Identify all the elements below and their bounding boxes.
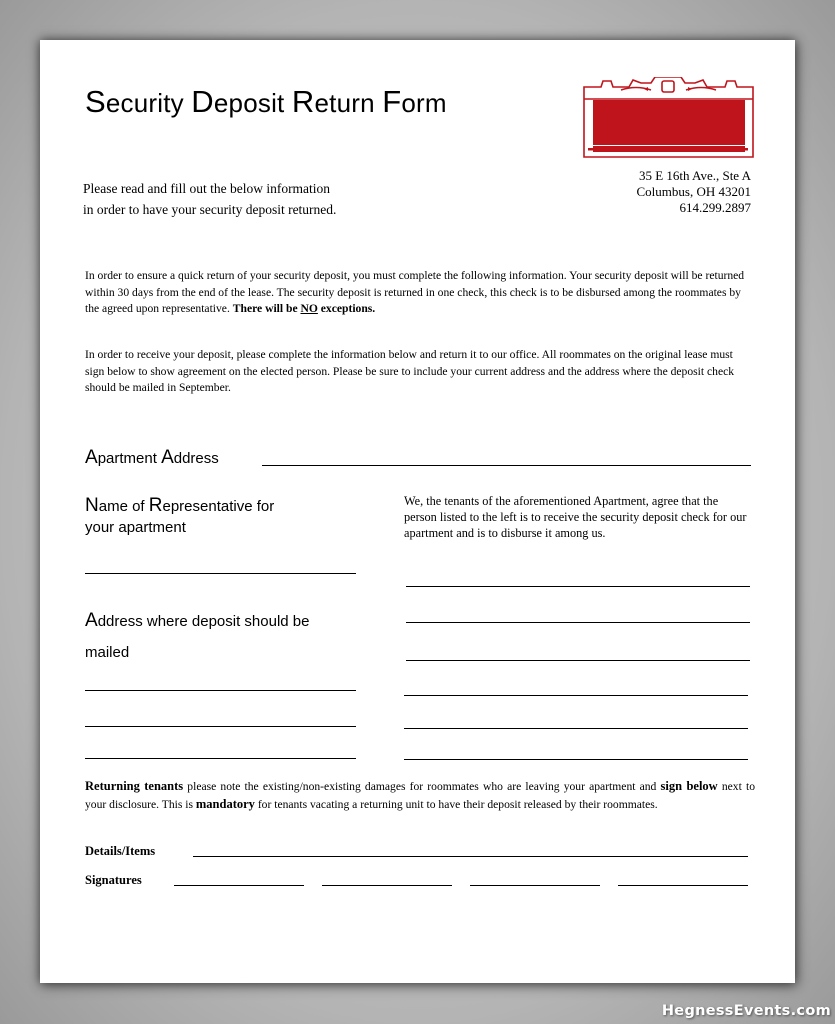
details-items-field[interactable] [193, 856, 748, 857]
mailing-address-field[interactable] [85, 758, 356, 759]
tenant-signature-line[interactable] [406, 622, 750, 623]
instructions-paragraph-2: In order to receive your deposit, please complete the information below and return it to our office. All roommates on the original lease must sign below to show agreement on the elected person. Please be sure to include your current address and the address where the deposit check should be mailed in September. [85, 348, 735, 394]
tenant-signature-line[interactable] [406, 586, 750, 587]
mailing-address-field[interactable] [85, 726, 356, 727]
details-items-label: Details/Items [85, 844, 156, 858]
watermark: HegnessEvents.com [661, 1003, 831, 1019]
signature-field[interactable] [470, 885, 600, 886]
contact-phone: 614.299.2897 [679, 200, 751, 215]
contact-city: Columbus, OH 43201 [636, 184, 751, 199]
form-page [40, 40, 795, 983]
apartment-address-field[interactable] [262, 465, 751, 466]
mailing-address-label: Address where deposit should be mailed [85, 610, 310, 661]
signature-field[interactable] [174, 885, 304, 886]
apartment-address-label: Apartment Address [85, 447, 219, 468]
signatures-label: Signatures [85, 873, 142, 887]
tenant-agreement-text: We, the tenants of the aforementioned Apartment, agree that the person listed to the left is to receive the security deposit check for our apartment and is to disburse it among us. [404, 494, 747, 540]
contact-block [637, 168, 751, 216]
tenant-signature-line[interactable] [406, 660, 750, 661]
signature-field[interactable] [322, 885, 452, 886]
contact-street: 35 E 16th Ave., Ste A [638, 168, 751, 183]
tenant-signature-line[interactable] [404, 759, 748, 760]
intro-text: Please read and fill out the below information in order to have your security deposit returned. [83, 181, 337, 217]
tenant-signature-line[interactable] [404, 728, 748, 729]
mailing-address-field[interactable] [85, 690, 356, 691]
tenant-signature-line[interactable] [404, 695, 748, 696]
representative-label: Name of Representative for your apartment [85, 495, 275, 536]
signature-field[interactable] [618, 885, 748, 886]
representative-name-field[interactable] [85, 573, 356, 574]
returning-tenants-paragraph: Returning tenants please note the existing/non-existing damages for roommates who are leaving your apartment and sign below next to your disclosure. This is mandatory for tenants vacating a returning unit to have their deposit released by their roommates. [85, 779, 755, 811]
form-title: Security Deposit Return Form [85, 84, 447, 119]
company-logo [581, 77, 756, 160]
instructions-paragraph-1: In order to ensure a quick return of your security deposit, you must complete the following information. Your security deposit will be returned within 30 days from the end of the lease. The security deposit is returned in one check, this check is to be disbursed among the roommates by the agreed upon representative. There will be NO exceptions. [85, 269, 745, 315]
